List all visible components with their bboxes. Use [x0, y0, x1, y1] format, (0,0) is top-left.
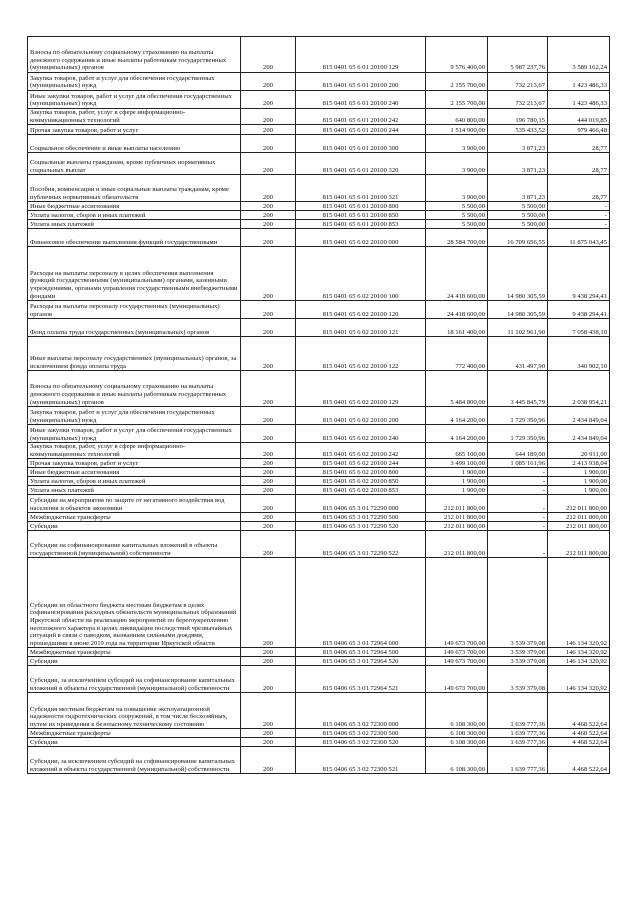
row-name: Расходы на выплаты персоналу в целях обеспечения выполнения функций государственными (муниципальными) органами, казенными учреждениями, органами управления государственными внебюджетными фондами: [28, 247, 241, 301]
row-approved-amount: 3 900,00: [426, 135, 488, 153]
row-budget-code: 815 0401 65 6 02 20100 129: [296, 371, 426, 407]
row-executed-amount: 1 085 161,96: [488, 459, 548, 468]
expenditures-table: [27, 36, 610, 774]
row-approved-amount: 5 500,00: [426, 211, 488, 220]
row-budget-code: 815 0406 65 3 01 72290 520: [296, 522, 426, 531]
row-remaining-amount: 1 423 486,33: [548, 91, 610, 109]
row-approved-amount: 3 900,00: [426, 153, 488, 175]
row-approved-amount: 4 164 200,00: [426, 425, 488, 443]
row-line-code: 200: [241, 477, 296, 486]
row-executed-amount: -: [488, 513, 548, 522]
row-line-code: 200: [241, 693, 296, 729]
row-name: Субсидии на софинансирование капитальных вложений в объекты государственной (муниципальной) собственности: [28, 531, 241, 558]
row-line-code: 200: [241, 747, 296, 774]
row-budget-code: 815 0401 65 6 02 20100 200: [296, 407, 426, 425]
row-remaining-amount: 340 902,10: [548, 337, 610, 371]
row-line-code: 200: [241, 220, 296, 229]
row-executed-amount: 1 639 777,36: [488, 747, 548, 774]
row-remaining-amount: 146 134 320,92: [548, 648, 610, 657]
row-name: Уплата иных платежей: [28, 486, 241, 495]
row-budget-code: 815 0406 65 3 02 72300 520: [296, 738, 426, 747]
table-row: [28, 648, 610, 657]
row-remaining-amount: 7 058 438,10: [548, 319, 610, 337]
row-executed-amount: 1 729 350,96: [488, 425, 548, 443]
row-remaining-amount: 2 434 849,04: [548, 407, 610, 425]
row-executed-amount: 1 639 777,36: [488, 693, 548, 729]
row-approved-amount: 9 576 400,00: [426, 37, 488, 73]
table-row: [28, 657, 610, 666]
table-row: [28, 371, 610, 407]
row-name: Уплата налогов, сборов и иных платежей: [28, 477, 241, 486]
row-remaining-amount: 2 413 938,04: [548, 459, 610, 468]
row-remaining-amount: 979 466,48: [548, 125, 610, 135]
table-row: [28, 666, 610, 693]
row-name: Социальные выплаты гражданам, кроме публичных нормативных социальных выплат: [28, 153, 241, 175]
row-name: Межбюджетные трансферты: [28, 729, 241, 738]
row-approved-amount: 1 900,00: [426, 486, 488, 495]
row-name: Социальное обеспечение и иные выплаты населению: [28, 135, 241, 153]
row-executed-amount: 3 871,23: [488, 135, 548, 153]
row-line-code: 200: [241, 91, 296, 109]
row-name: Прочая закупка товаров, работ и услуг: [28, 459, 241, 468]
row-line-code: 200: [241, 729, 296, 738]
row-line-code: 200: [241, 319, 296, 337]
table-row: [28, 211, 610, 220]
table-row: [28, 468, 610, 477]
table-row: [28, 109, 610, 125]
row-line-code: 200: [241, 337, 296, 371]
row-executed-amount: 3 871,23: [488, 175, 548, 202]
row-name: Закупка товаров, работ и услуг для обеспечения государственных (муниципальных) нужд: [28, 73, 241, 91]
row-remaining-amount: 2 434 849,04: [548, 425, 610, 443]
row-remaining-amount: 28,77: [548, 135, 610, 153]
table-row: [28, 337, 610, 371]
row-remaining-amount: 9 438 294,41: [548, 301, 610, 319]
table-row: [28, 202, 610, 211]
row-executed-amount: 3 871,23: [488, 153, 548, 175]
row-budget-code: 815 0406 65 3 02 72300 000: [296, 693, 426, 729]
table-row: [28, 747, 610, 774]
row-line-code: 200: [241, 513, 296, 522]
table-row: [28, 407, 610, 425]
row-budget-code: 815 0406 65 3 01 72290 522: [296, 531, 426, 558]
row-executed-amount: 5 500,00: [488, 202, 548, 211]
row-approved-amount: 149 673 700,00: [426, 666, 488, 693]
row-budget-code: 815 0401 65 6 02 20100 121: [296, 319, 426, 337]
row-executed-amount: 3 539 379,08: [488, 657, 548, 666]
row-name: Субсидия местным бюджетам на повышение эксплуатационной надежности гидротехнических сооружений, в том числе бесхозяйных, путем их приведения к безопасному техническому состоянию: [28, 693, 241, 729]
table-row: [28, 513, 610, 522]
row-executed-amount: 14 980 305,59: [488, 301, 548, 319]
row-executed-amount: 3 445 845,79: [488, 371, 548, 407]
budget-execution-table: [27, 36, 609, 774]
row-executed-amount: 1 639 777,36: [488, 729, 548, 738]
row-name: Закупка товаров, работ и услуг для обеспечения государственных (муниципальных) нужд: [28, 407, 241, 425]
table-row: [28, 425, 610, 443]
row-remaining-amount: 212 011 800,00: [548, 522, 610, 531]
row-line-code: 200: [241, 558, 296, 648]
table-row: [28, 91, 610, 109]
row-budget-code: 815 0401 65 6 01 20100 321: [296, 175, 426, 202]
table-row: [28, 220, 610, 229]
row-line-code: 200: [241, 666, 296, 693]
row-name: Субсидии: [28, 522, 241, 531]
row-remaining-amount: 4 468 522,64: [548, 729, 610, 738]
table-row: [28, 486, 610, 495]
row-name: Финансовое обеспечение выполнения функций государственными: [28, 229, 241, 247]
row-remaining-amount: 1 900,00: [548, 486, 610, 495]
row-remaining-amount: 3 589 162,24: [548, 37, 610, 73]
row-executed-amount: 3 539 379,08: [488, 558, 548, 648]
row-remaining-amount: 20 911,00: [548, 443, 610, 459]
row-budget-code: 815 0401 65 6 02 20100 853: [296, 486, 426, 495]
row-budget-code: 815 0406 65 3 01 72964 521: [296, 666, 426, 693]
row-name: Межбюджетные трансферты: [28, 513, 241, 522]
row-executed-amount: 732 213,67: [488, 73, 548, 91]
table-row: [28, 319, 610, 337]
table-row: [28, 125, 610, 135]
row-remaining-amount: 1 423 486,33: [548, 73, 610, 91]
row-name: Субсидии: [28, 657, 241, 666]
row-approved-amount: 212 011 800,00: [426, 495, 488, 513]
row-budget-code: 815 0401 65 6 01 20100 244: [296, 125, 426, 135]
row-line-code: 200: [241, 468, 296, 477]
row-budget-code: 815 0401 65 6 02 20100 244: [296, 459, 426, 468]
row-line-code: 200: [241, 175, 296, 202]
row-budget-code: 815 0406 65 3 01 72290 000: [296, 495, 426, 513]
row-executed-amount: 3 539 379,08: [488, 648, 548, 657]
row-budget-code: 815 0401 65 6 01 20100 300: [296, 135, 426, 153]
row-line-code: 200: [241, 657, 296, 666]
row-line-code: 200: [241, 738, 296, 747]
row-executed-amount: 5 500,00: [488, 211, 548, 220]
row-remaining-amount: 146 134 320,92: [548, 657, 610, 666]
row-name: Расходы на выплаты персоналу государственных (муниципальных) органов: [28, 301, 241, 319]
row-name: Субсидии из областного бюджета местным бюджетам в целях софинансирования расходных обязательств муниципальных образований Иркутской области на реализацию мероприятий по берегоукреплению неотложного характера в целях ликвидации последствий чрезвычайных ситуаций в связи с паводком, вызванным сильными дождями, прошедшими в июне 2019 года на территории Иркутской области: [28, 558, 241, 648]
row-approved-amount: 24 418 600,00: [426, 301, 488, 319]
row-approved-amount: 6 108 300,00: [426, 747, 488, 774]
row-approved-amount: 149 673 700,00: [426, 648, 488, 657]
row-budget-code: 815 0406 65 3 01 72964 500: [296, 648, 426, 657]
row-name: Субсидии на мероприятия по защите от негативного воздействия вод населения и объектов экономики: [28, 495, 241, 513]
table-row: [28, 153, 610, 175]
row-name: Иные бюджетные ассигнования: [28, 468, 241, 477]
table-row: [28, 229, 610, 247]
row-line-code: 200: [241, 522, 296, 531]
row-budget-code: 815 0401 65 6 01 20100 320: [296, 153, 426, 175]
row-name: Взносы по обязательному социальному страхованию на выплаты денежного содержания и иные выплаты работникам государственных (муниципальных) органов: [28, 371, 241, 407]
row-name: Взносы по обязательному социальному страхованию на выплаты денежного содержания и иные выплаты работникам государственных (муниципальных) органов: [28, 37, 241, 73]
row-remaining-amount: 212 011 800,00: [548, 531, 610, 558]
row-remaining-amount: 444 019,85: [548, 109, 610, 125]
row-line-code: 200: [241, 531, 296, 558]
row-name: Субсидии, за исключением субсидий на софинансирование капитальных вложений в объекты государственной (муниципальной) собственности: [28, 747, 241, 774]
row-name: Субсидии, за исключением субсидий на софинансирование капитальных вложений в объекты государственной (муниципальной) собственности: [28, 666, 241, 693]
table-row: [28, 531, 610, 558]
row-remaining-amount: 4 468 522,64: [548, 738, 610, 747]
row-name: Фонд оплаты труда государственных (муниципальных) органов: [28, 319, 241, 337]
row-executed-amount: -: [488, 468, 548, 477]
row-name: Пособия, компенсации и иные социальные выплаты гражданам, кроме публичных нормативных обязательств: [28, 175, 241, 202]
row-executed-amount: 16 709 656,55: [488, 229, 548, 247]
row-approved-amount: 149 673 700,00: [426, 558, 488, 648]
row-remaining-amount: 4 468 522,64: [548, 693, 610, 729]
row-budget-code: 815 0401 65 6 01 20100 129: [296, 37, 426, 73]
row-name: Субсидии: [28, 738, 241, 747]
table-row: [28, 135, 610, 153]
row-line-code: 200: [241, 135, 296, 153]
row-approved-amount: 6 108 300,00: [426, 693, 488, 729]
row-approved-amount: 1 900,00: [426, 477, 488, 486]
row-line-code: 200: [241, 109, 296, 125]
row-budget-code: 815 0406 65 3 01 72290 500: [296, 513, 426, 522]
row-name: Межбюджетные трансферты: [28, 648, 241, 657]
row-budget-code: 815 0401 65 6 02 20100 100: [296, 247, 426, 301]
row-remaining-amount: -: [548, 211, 610, 220]
row-approved-amount: 4 164 200,00: [426, 407, 488, 425]
row-executed-amount: 3 539 379,08: [488, 666, 548, 693]
row-budget-code: 815 0401 65 6 02 20100 000: [296, 229, 426, 247]
row-budget-code: 815 0401 65 6 02 20100 240: [296, 425, 426, 443]
row-line-code: 200: [241, 371, 296, 407]
row-approved-amount: 6 108 300,00: [426, 738, 488, 747]
table-row: [28, 301, 610, 319]
row-approved-amount: 1 514 900,00: [426, 125, 488, 135]
row-executed-amount: -: [488, 495, 548, 513]
row-line-code: 200: [241, 495, 296, 513]
row-budget-code: 815 0401 65 6 01 20100 800: [296, 202, 426, 211]
row-name: Прочая закупка товаров, работ и услуг: [28, 125, 241, 135]
row-executed-amount: 5 500,00: [488, 220, 548, 229]
row-budget-code: 815 0406 65 3 02 72300 500: [296, 729, 426, 738]
row-executed-amount: 535 433,52: [488, 125, 548, 135]
row-approved-amount: 5 500,00: [426, 220, 488, 229]
table-row: [28, 37, 610, 73]
row-executed-amount: 11 102 961,90: [488, 319, 548, 337]
row-approved-amount: 149 673 700,00: [426, 657, 488, 666]
row-approved-amount: 24 418 600,00: [426, 247, 488, 301]
table-row: [28, 693, 610, 729]
row-budget-code: 815 0401 65 6 01 20100 850: [296, 211, 426, 220]
row-executed-amount: -: [488, 531, 548, 558]
row-budget-code: 815 0401 65 6 01 20100 240: [296, 91, 426, 109]
row-remaining-amount: 9 438 294,41: [548, 247, 610, 301]
row-remaining-amount: -: [548, 220, 610, 229]
row-line-code: 200: [241, 648, 296, 657]
row-remaining-amount: 146 134 320,92: [548, 558, 610, 648]
row-executed-amount: 732 213,67: [488, 91, 548, 109]
table-row: [28, 558, 610, 648]
row-remaining-amount: 146 134 320,92: [548, 666, 610, 693]
row-line-code: 200: [241, 211, 296, 220]
row-approved-amount: 2 155 700,00: [426, 91, 488, 109]
table-row: [28, 175, 610, 202]
row-line-code: 200: [241, 202, 296, 211]
row-line-code: 200: [241, 407, 296, 425]
row-line-code: 200: [241, 153, 296, 175]
row-approved-amount: 212 011 800,00: [426, 522, 488, 531]
row-approved-amount: 2 155 700,00: [426, 73, 488, 91]
row-remaining-amount: 1 900,00: [548, 477, 610, 486]
row-approved-amount: 28 584 700,00: [426, 229, 488, 247]
row-name: Закупка товаров, работ, услуг в сфере информационно-коммуникационных технологий: [28, 109, 241, 125]
row-remaining-amount: 28,77: [548, 175, 610, 202]
row-approved-amount: 6 108 300,00: [426, 729, 488, 738]
row-name: Иные закупки товаров, работ и услуг для обеспечения государственных (муниципальных) нужд: [28, 425, 241, 443]
row-executed-amount: 1 729 350,96: [488, 407, 548, 425]
row-budget-code: 815 0401 65 6 01 20100 242: [296, 109, 426, 125]
row-approved-amount: 5 484 800,00: [426, 371, 488, 407]
row-budget-code: 815 0401 65 6 02 20100 120: [296, 301, 426, 319]
table-row: [28, 729, 610, 738]
row-executed-amount: 14 980 305,59: [488, 247, 548, 301]
row-budget-code: 815 0401 65 6 02 20100 122: [296, 337, 426, 371]
row-line-code: 200: [241, 229, 296, 247]
row-executed-amount: 644 189,00: [488, 443, 548, 459]
row-approved-amount: 212 011 800,00: [426, 531, 488, 558]
row-approved-amount: 212 011 800,00: [426, 513, 488, 522]
row-approved-amount: 5 500,00: [426, 202, 488, 211]
table-row: [28, 247, 610, 301]
row-line-code: 200: [241, 486, 296, 495]
row-approved-amount: 18 161 400,00: [426, 319, 488, 337]
row-line-code: 200: [241, 125, 296, 135]
row-budget-code: 815 0406 65 3 01 72964 520: [296, 657, 426, 666]
row-remaining-amount: 1 900,00: [548, 468, 610, 477]
row-remaining-amount: 212 011 800,00: [548, 513, 610, 522]
row-executed-amount: -: [488, 522, 548, 531]
row-budget-code: 815 0401 65 6 02 20100 242: [296, 443, 426, 459]
row-name: Закупка товаров, работ, услуг в сфере информационно-коммуникационных технологий: [28, 443, 241, 459]
row-budget-code: 815 0401 65 6 01 20100 200: [296, 73, 426, 91]
row-line-code: 200: [241, 443, 296, 459]
table-row: [28, 477, 610, 486]
row-name: Уплата иных платежей: [28, 220, 241, 229]
table-row: [28, 495, 610, 513]
table-row: [28, 73, 610, 91]
table-row: [28, 443, 610, 459]
row-budget-code: 815 0401 65 6 02 20100 850: [296, 477, 426, 486]
row-executed-amount: -: [488, 486, 548, 495]
table-row: [28, 459, 610, 468]
row-executed-amount: 5 987 237,76: [488, 37, 548, 73]
row-line-code: 200: [241, 37, 296, 73]
row-executed-amount: -: [488, 477, 548, 486]
row-budget-code: 815 0406 65 3 02 72300 521: [296, 747, 426, 774]
row-remaining-amount: 11 875 043,45: [548, 229, 610, 247]
row-remaining-amount: 4 468 522,64: [548, 747, 610, 774]
row-line-code: 200: [241, 425, 296, 443]
row-executed-amount: 431 497,90: [488, 337, 548, 371]
row-name: Иные выплаты персоналу государственных (муниципальных) органов, за исключением фонда оплаты труда: [28, 337, 241, 371]
row-approved-amount: 665 100,00: [426, 443, 488, 459]
row-name: Иные бюджетные ассигнования: [28, 202, 241, 211]
table-body: [28, 37, 610, 774]
row-approved-amount: 1 900,00: [426, 468, 488, 477]
row-executed-amount: 1 639 777,36: [488, 738, 548, 747]
table-row: [28, 738, 610, 747]
row-approved-amount: 772 400,00: [426, 337, 488, 371]
row-approved-amount: 640 800,00: [426, 109, 488, 125]
row-line-code: 200: [241, 247, 296, 301]
row-remaining-amount: 2 038 954,21: [548, 371, 610, 407]
row-line-code: 200: [241, 301, 296, 319]
row-line-code: 200: [241, 459, 296, 468]
row-remaining-amount: -: [548, 202, 610, 211]
row-budget-code: 815 0401 65 6 01 20100 853: [296, 220, 426, 229]
row-budget-code: 815 0406 65 3 01 72964 000: [296, 558, 426, 648]
row-line-code: 200: [241, 73, 296, 91]
row-remaining-amount: 28,77: [548, 153, 610, 175]
row-executed-amount: 196 780,15: [488, 109, 548, 125]
row-name: Уплата налогов, сборов и иных платежей: [28, 211, 241, 220]
row-name: Иные закупки товаров, работ и услуг для обеспечения государственных (муниципальных) нужд: [28, 91, 241, 109]
row-budget-code: 815 0401 65 6 02 20100 800: [296, 468, 426, 477]
table-row: [28, 522, 610, 531]
row-approved-amount: 3 900,00: [426, 175, 488, 202]
row-approved-amount: 3 499 100,00: [426, 459, 488, 468]
row-remaining-amount: 212 011 800,00: [548, 495, 610, 513]
